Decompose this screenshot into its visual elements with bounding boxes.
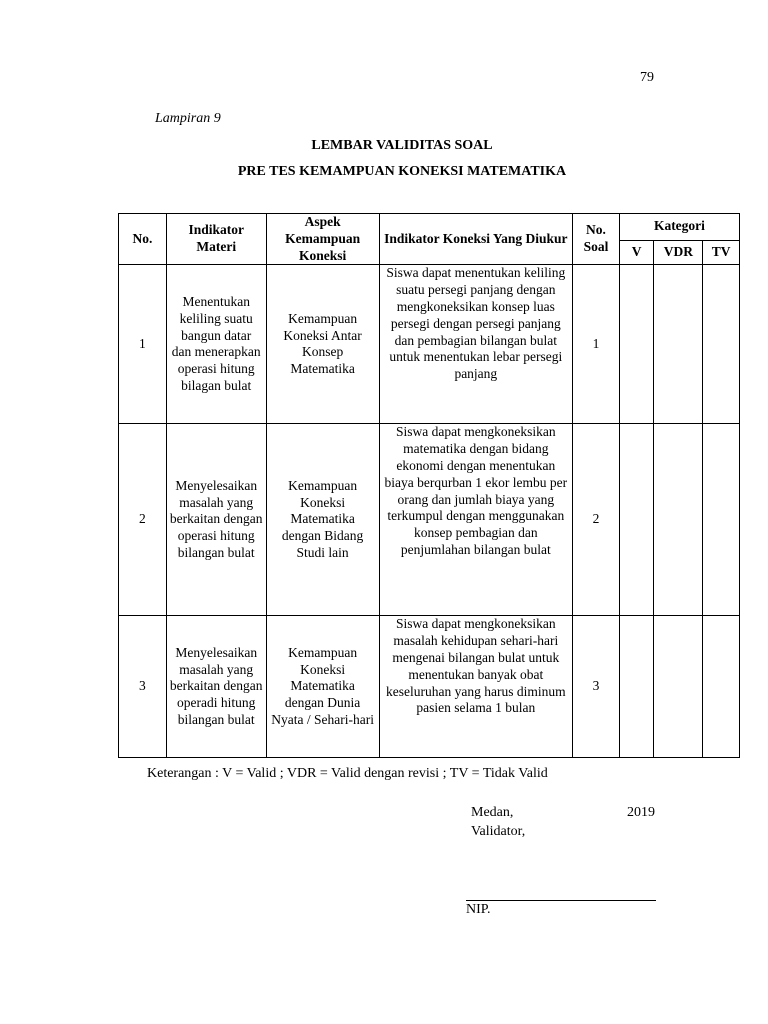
indikator-materi-cell: Menyelesaikan masalah yang berkaitan dengan operasi hitung bilangan bulat <box>166 424 266 616</box>
table-row <box>119 616 740 758</box>
indikator-koneksi-cell: Siswa dapat mengkoneksikan matematika dengan bidang ekonomi dengan menentukan biaya berqurban 1 ekor lembu per orang dan jumlah biaya yang terkumpul dengan menggunakan konsep pembagian dan penjumlahan bilangan bulat <box>379 424 572 616</box>
header-tv: TV <box>703 240 740 265</box>
tv-check-cell[interactable] <box>703 424 740 616</box>
header-indikator-materi: Indikator Materi <box>166 214 266 265</box>
validity-table <box>118 213 740 758</box>
header-no-soal: No. Soal <box>573 214 620 265</box>
indikator-koneksi-cell: Siswa dapat mengkoneksikan masalah kehidupan sehari-hari mengenai bilangan bulat untuk menentukan banyak obat keseluruhan yang harus diminum pasien selama 1 bulan <box>379 616 572 758</box>
v-check-cell[interactable] <box>619 616 654 758</box>
row-number: 3 <box>119 616 167 758</box>
no-soal-cell: 1 <box>573 265 620 424</box>
signature-year: 2019 <box>627 805 655 820</box>
row-number: 2 <box>119 424 167 616</box>
row-number: 1 <box>119 265 167 424</box>
vdr-check-cell[interactable] <box>654 265 703 424</box>
header-vdr: VDR <box>654 240 703 265</box>
document-subtitle: PRE TES KEMAMPUAN KONEKSI MATEMATIKA <box>237 164 567 179</box>
no-soal-cell: 3 <box>573 616 620 758</box>
v-check-cell[interactable] <box>619 424 654 616</box>
tv-check-cell[interactable] <box>703 265 740 424</box>
header-indikator-koneksi: Indikator Koneksi Yang Diukur <box>379 214 572 265</box>
tv-check-cell[interactable] <box>703 616 740 758</box>
header-aspek: Aspek Kemampuan Koneksi <box>266 214 379 265</box>
legend-note: Keterangan : V = Valid ; VDR = Valid dengan revisi ; TV = Tidak Valid <box>147 766 548 781</box>
no-soal-cell: 2 <box>573 424 620 616</box>
header-v: V <box>619 240 654 265</box>
document-title: LEMBAR VALIDITAS SOAL <box>311 138 493 153</box>
indikator-materi-cell: Menyelesaikan masalah yang berkaitan dengan operadi hitung bilangan bulat <box>166 616 266 758</box>
indikator-materi-cell: Menentukan keliling suatu bangun datar dan menerapkan operasi hitung bilagan bulat <box>166 265 266 424</box>
page-number: 79 <box>640 70 654 85</box>
header-no: No. <box>119 214 167 265</box>
table-row <box>119 265 740 424</box>
v-check-cell[interactable] <box>619 265 654 424</box>
signature-line <box>466 900 656 901</box>
signature-nip: NIP. <box>466 902 491 917</box>
vdr-check-cell[interactable] <box>654 616 703 758</box>
vdr-check-cell[interactable] <box>654 424 703 616</box>
table-row <box>119 424 740 616</box>
signature-city: Medan, <box>471 805 514 820</box>
signature-role: Validator, <box>471 824 526 839</box>
appendix-label: Lampiran 9 <box>155 111 221 126</box>
aspek-cell: Kemampuan Koneksi Matematika dengan Dunia Nyata / Sehari-hari <box>266 616 379 758</box>
header-kategori: Kategori <box>619 214 739 241</box>
aspek-cell: Kemampuan Koneksi Antar Konsep Matematika <box>266 265 379 424</box>
indikator-koneksi-cell: Siswa dapat menentukan keliling suatu persegi panjang dengan mengkoneksikan konsep luas persegi dengan persegi panjang dan pembagian bilangan bulat untuk menentukan lebar persegi panjang <box>379 265 572 424</box>
aspek-cell: Kemampuan Koneksi Matematika dengan Bidang Studi lain <box>266 424 379 616</box>
